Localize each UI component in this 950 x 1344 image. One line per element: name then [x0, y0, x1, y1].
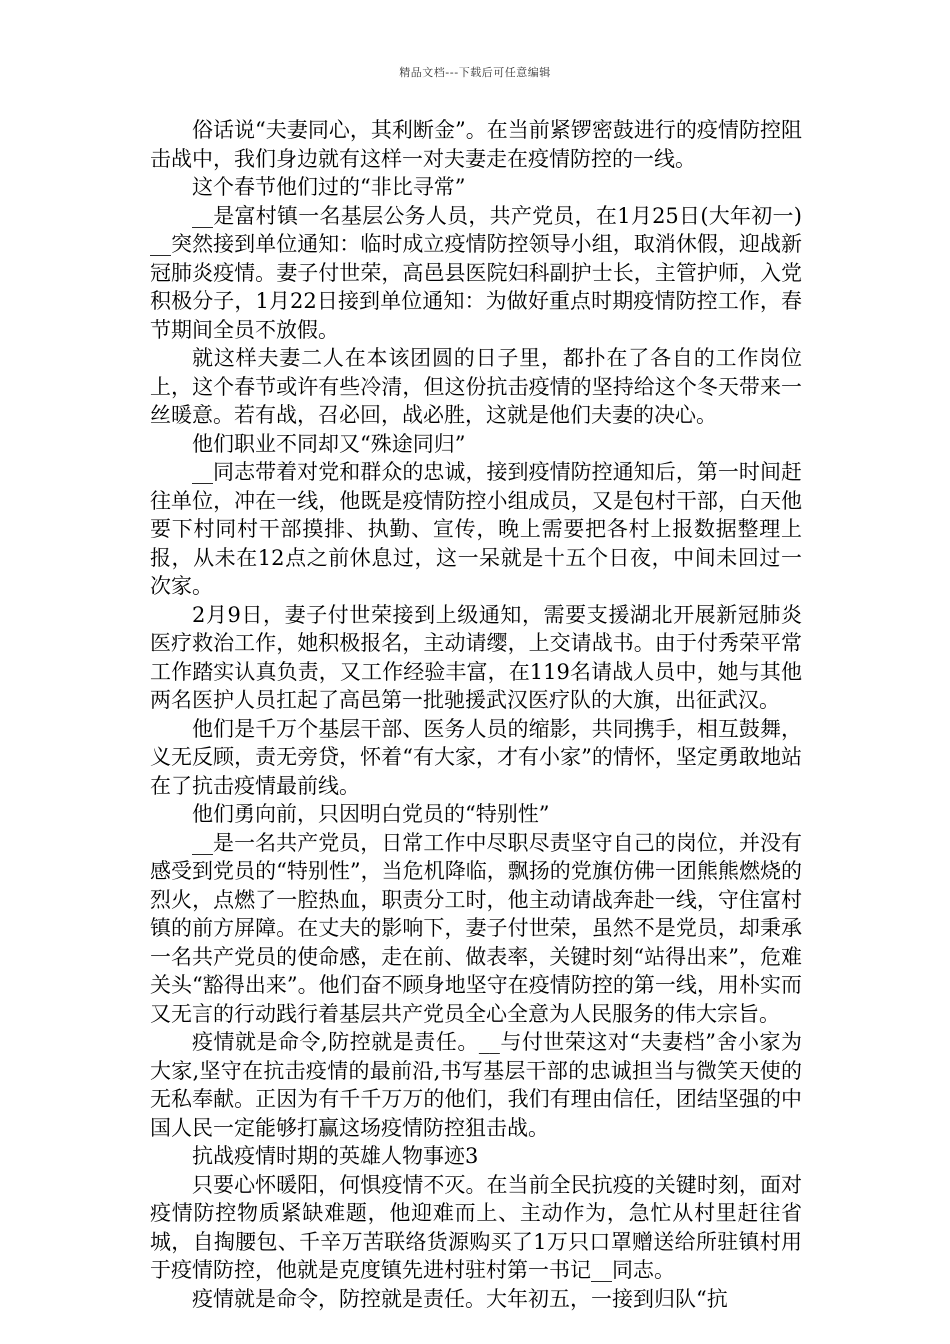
paragraph: __是富村镇一名基层公务人员，共产党员，在1月25日(大年初一)__突然接到单位通知：临时成立疫情防控领导小组，取消休假，迎战新冠肺炎疫情。妻子付世荣，高邑县医院妇科副护士长，主管护师，入党积极分子，1月22日接到单位通知：为做好重点时期疫情防控工作，春节期间全员不放假。: [150, 203, 802, 342]
paragraph: 疫情就是命令，防控就是责任。大年初五，一接到归队“抗: [192, 1286, 728, 1311]
document-body: [150, 116, 802, 1313]
section-heading: 他们职业不同却又“殊途同归”: [192, 431, 466, 456]
paragraph: 俗话说“夫妻同心，其利断金”。在当前紧锣密鼓进行的疫情防控阻击战中，我们身边就有这样一对夫妻走在疫情防控的一线。: [150, 118, 802, 171]
paragraph: 疫情就是命令,防控就是责任。__与付世荣这对“夫妻档”舍小家为大家,坚守在抗击疫情的最前沿,书写基层干部的忠诚担当与微笑天使的无私奉献。正因为有千千万万的他们，我们有理由信任，团结坚强的中国人民一定能够打赢这场疫情防控狙击战。: [150, 1030, 802, 1140]
page-header: 精品文档---下载后可任意编辑: [399, 66, 551, 79]
paragraph: 就这样夫妻二人在本该团圆的日子里，都扑在了各自的工作岗位上，这个春节或许有些冷清，但这份抗击疫情的坚持给这个冬天带来一丝暖意。若有战，召必回，战必胜，这就是他们夫妻的决心。: [150, 346, 802, 427]
paragraph: __是一名共产党员，日常工作中尽职尽责坚守自己的岗位，并没有感受到党员的“特别性”，当危机降临，飘扬的党旗仿佛一团熊熊燃烧的烈火，点燃了一腔热血，职责分工时，他主动请战奔赴一线，守住富村镇的前方屏障。在丈夫的影响下，妻子付世荣，虽然不是党员，却秉承一名共产党员的使命感，走在前、做表率，关键时刻“站得出来”，危难关头“豁得出来”。他们奋不顾身地坚守在疫情防控的第一线，用朴实而又无言的行动践行着基层共产党员全心全意为人民服务的伟大宗旨。: [150, 830, 802, 1026]
section-heading: 他们勇向前，只因明白党员的“特别性”: [192, 802, 550, 826]
section-heading: 这个春节他们过的“非比寻常”: [192, 175, 466, 199]
paragraph: 他们是千万个基层干部、医务人员的缩影，共同携手，相互鼓舞，义无反顾，责无旁贷，怀着“有大家，才有小家”的情怀，坚定勇敢地站在了抗击疫情最前线。: [150, 716, 802, 798]
section-heading: 抗战疫情时期的英雄人物事迹3: [192, 1144, 479, 1168]
paragraph: 只要心怀暖阳，何惧疫情不灭。在当前全民抗疫的关键时刻，面对疫情防控物质紧缺难题，他迎难而上、主动作为，急忙从村里赶往省城，自掏腰包、千辛万苦联络货源购买了1万只口罩赠送给所驻镇村用于疫情防控，他就是克度镇先进村驻村第一书记__同志。: [150, 1172, 802, 1282]
paragraph: 2月9日，妻子付世荣接到上级通知，需要支援湖北开展新冠肺炎医疗救治工作，她积极报名，主动请缨，上交请战书。由于付秀荣平常工作踏实认真负责，又工作经验丰富，在119名请战人员中，她与其他两名医护人员扛起了高邑第一批驰援武汉医疗队的大旗，出征武汉。: [150, 602, 802, 712]
paragraph: __同志带着对党和群众的忠诚，接到疫情防控通知后，第一时间赶往单位，冲在一线，他既是疫情防控小组成员，又是包村干部，白天他要下村同村干部摸排、执勤、宣传，晚上需要把各村上报数据整理上报，从未在12点之前休息过，这一呆就是十五个日夜，中间未回过一次家。: [150, 460, 802, 598]
